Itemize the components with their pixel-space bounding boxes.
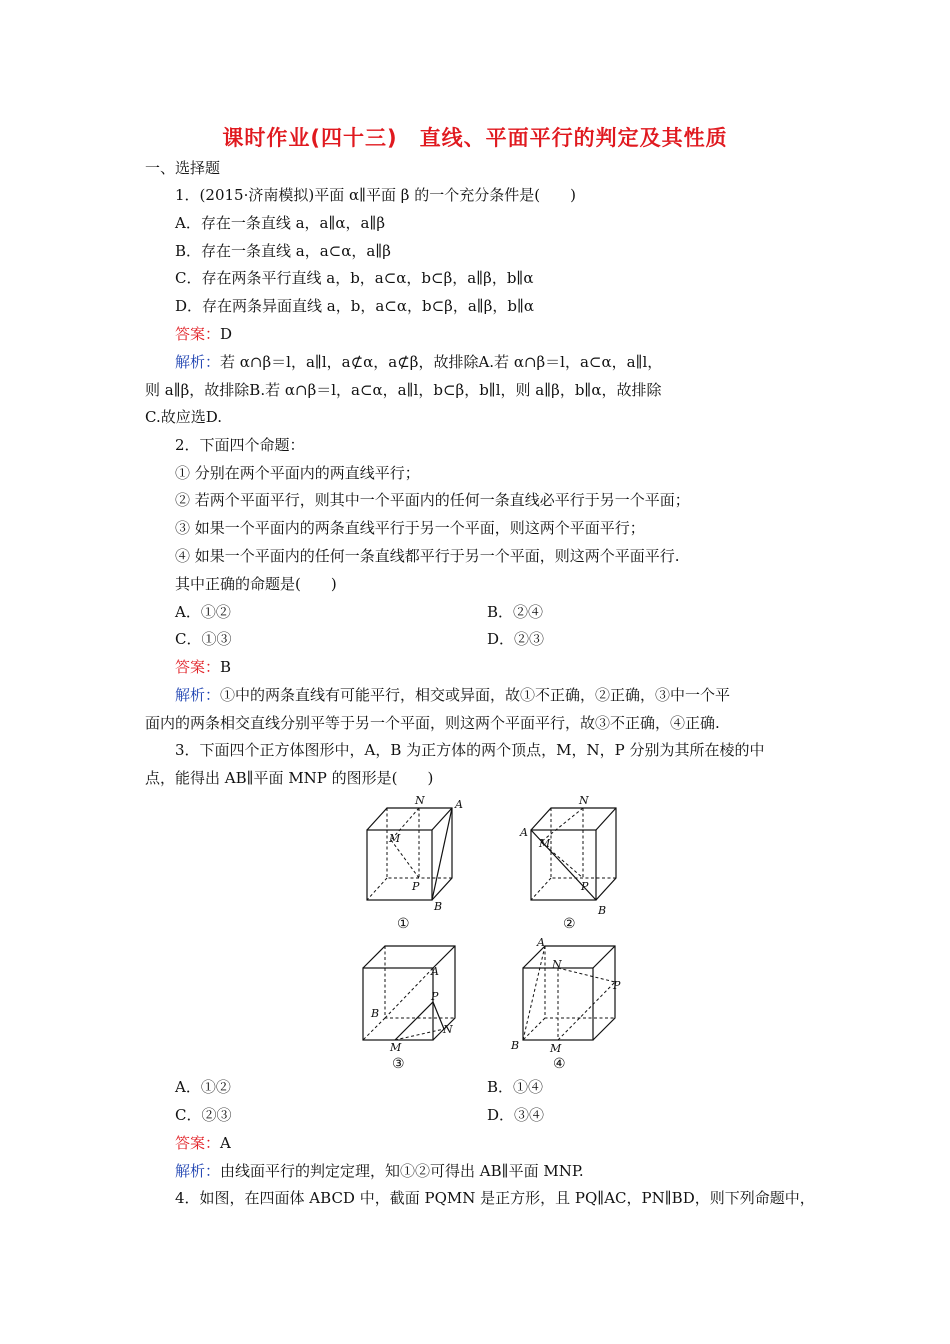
q1-option-a: A．存在一条直线 a，a∥α，a∥β <box>175 214 386 232</box>
q2-stem: 2．下面四个命题： <box>175 436 305 454</box>
label-p: P <box>613 979 621 992</box>
q1-analysis-line-3: C.故应选D. <box>145 408 222 426</box>
segment-ab <box>432 808 452 900</box>
segment-np <box>558 968 615 982</box>
q1-option-c: C．存在两条平行直线 a，b，a⊂α，b⊂β，a∥β，b∥α <box>175 269 534 287</box>
label-b: B <box>371 1007 380 1020</box>
q2-option-c: C．①③ <box>175 630 232 648</box>
label-m: M <box>550 1042 562 1055</box>
q4-stem-line-1: 4．如图，在四面体 ABCD 中，截面 PQMN 是正方形，且 PQ∥AC，PN∥BD，则下列命题中， <box>175 1189 815 1207</box>
cube-edge <box>596 808 616 830</box>
q2-prop-3: ③ 如果一个平面内的两条直线平行于另一个平面，则这两个平面平行； <box>175 519 645 537</box>
label-p: P <box>412 880 420 893</box>
q1-option-d: D．存在两条异面直线 a，b，a⊂α，b⊂β，a∥β，b∥α <box>175 297 535 315</box>
analysis-label: 解析： <box>175 1162 221 1180</box>
label-m: M <box>389 832 401 845</box>
cube-edge <box>593 946 615 968</box>
cube-figure-1 <box>355 792 475 932</box>
cube-hidden-edge <box>367 878 387 900</box>
q3-option-b: B．①④ <box>487 1078 544 1096</box>
q3-stem-line-2: 点，能得出 AB∥平面 MNP 的图形是( ) <box>145 769 434 787</box>
analysis-text: ①中的两条直线有可能平行，相交或异面，故①不正确，②正确，③中一个平 <box>220 686 731 704</box>
segment-mp <box>558 982 615 1040</box>
answer-value: A <box>220 1134 231 1152</box>
q2-prop-1: ① 分别在两个平面内的两直线平行； <box>175 464 420 482</box>
label-m: M <box>539 837 551 850</box>
q2-option-b: B．②④ <box>487 603 544 621</box>
label-p: P <box>581 880 589 893</box>
q1-option-b: B．存在一条直线 a，a⊂α，a∥β <box>175 242 391 260</box>
q3-answer <box>175 1133 231 1153</box>
label-p: P <box>431 990 439 1003</box>
label-b: B <box>434 900 443 913</box>
q3-stem-line-1: 3．下面四个正方体图形中，A，B 为正方体的两个顶点，M，N，P 分别为其所在棱的中 <box>175 741 765 759</box>
label-a: A <box>537 936 545 949</box>
cube-hidden-edge <box>531 878 551 900</box>
cube-figure-2 <box>515 792 635 932</box>
segment-ab <box>523 946 545 1040</box>
q1-stem: 1．(2015·济南模拟)平面 α∥平面 β 的一个充分条件是( ) <box>175 186 576 204</box>
figure-number-2: ② <box>563 916 576 932</box>
q1-analysis-line-1 <box>175 352 662 372</box>
q3-option-d: D．③④ <box>487 1106 545 1124</box>
q2-option-d: D．②③ <box>487 630 545 648</box>
segment-ab <box>385 968 433 1018</box>
analysis-text: 由线面平行的判定定理，知①②可得出 AB∥平面 MNP. <box>220 1162 584 1180</box>
answer-label: 答案： <box>175 1134 221 1152</box>
cube-figure-3 <box>355 938 475 1073</box>
q2-answer <box>175 657 231 677</box>
label-b: B <box>511 1039 520 1052</box>
section-heading: 一、选择题 <box>145 159 221 177</box>
figure-number-3: ③ <box>392 1056 405 1072</box>
figure-number-4: ④ <box>553 1056 566 1072</box>
q3-option-c: C．②③ <box>175 1106 232 1124</box>
analysis-label: 解析： <box>175 353 221 371</box>
analysis-text: 若 α∩β＝l，a∥l，a⊄α，a⊄β，故排除A.若 α∩β＝l，a⊂α，a∥l， <box>220 353 663 371</box>
analysis-label: 解析： <box>175 686 221 704</box>
q1-answer <box>175 324 232 344</box>
q2-analysis-line-2: 面内的两条相交直线分别平等于另一个平面，则这两个平面平行，故③不正确，④正确. <box>145 714 720 732</box>
label-m: M <box>390 1041 402 1054</box>
cube-figure-4 <box>505 938 635 1073</box>
segment-mp <box>391 840 419 878</box>
label-a: A <box>520 826 528 839</box>
label-a: A <box>455 798 463 811</box>
answer-value: D <box>220 325 233 343</box>
label-n: N <box>579 794 589 807</box>
figure-number-1: ① <box>397 916 410 932</box>
answer-value: B <box>220 658 232 676</box>
label-n: N <box>443 1023 453 1036</box>
page-title: 课时作业(四十三) 直线、平面平行的判定及其性质 <box>222 126 728 150</box>
q2-option-a: A．①② <box>175 603 231 621</box>
cube-hidden-edge <box>363 1018 385 1040</box>
label-n: N <box>552 958 562 971</box>
answer-label: 答案： <box>175 658 221 676</box>
q2-prop-2: ② 若两个平面平行，则其中一个平面内的任何一条直线必平行于另一个平面； <box>175 491 690 509</box>
cube-hidden-edge <box>523 1018 545 1040</box>
segment-mpn <box>395 1002 444 1040</box>
q2-analysis-line-1 <box>175 685 730 705</box>
label-b: B <box>598 904 607 917</box>
answer-label: 答案： <box>175 325 221 343</box>
q2-ask: 其中正确的命题是( ) <box>175 575 337 593</box>
q2-prop-4: ④ 如果一个平面内的任何一条直线都平行于另一个平面，则这两个平面平行. <box>175 547 680 565</box>
label-a: A <box>431 965 439 978</box>
label-n: N <box>415 794 425 807</box>
segment-mn <box>395 1029 444 1040</box>
q1-analysis-line-2: 则 a∥β，故排除B.若 α∩β＝l，a⊂α，a∥l，b⊂β，b∥l，则 a∥β，b∥α，故排除 <box>145 381 662 399</box>
q3-option-a: A．①② <box>175 1078 231 1096</box>
q3-analysis-line-1 <box>175 1161 584 1181</box>
